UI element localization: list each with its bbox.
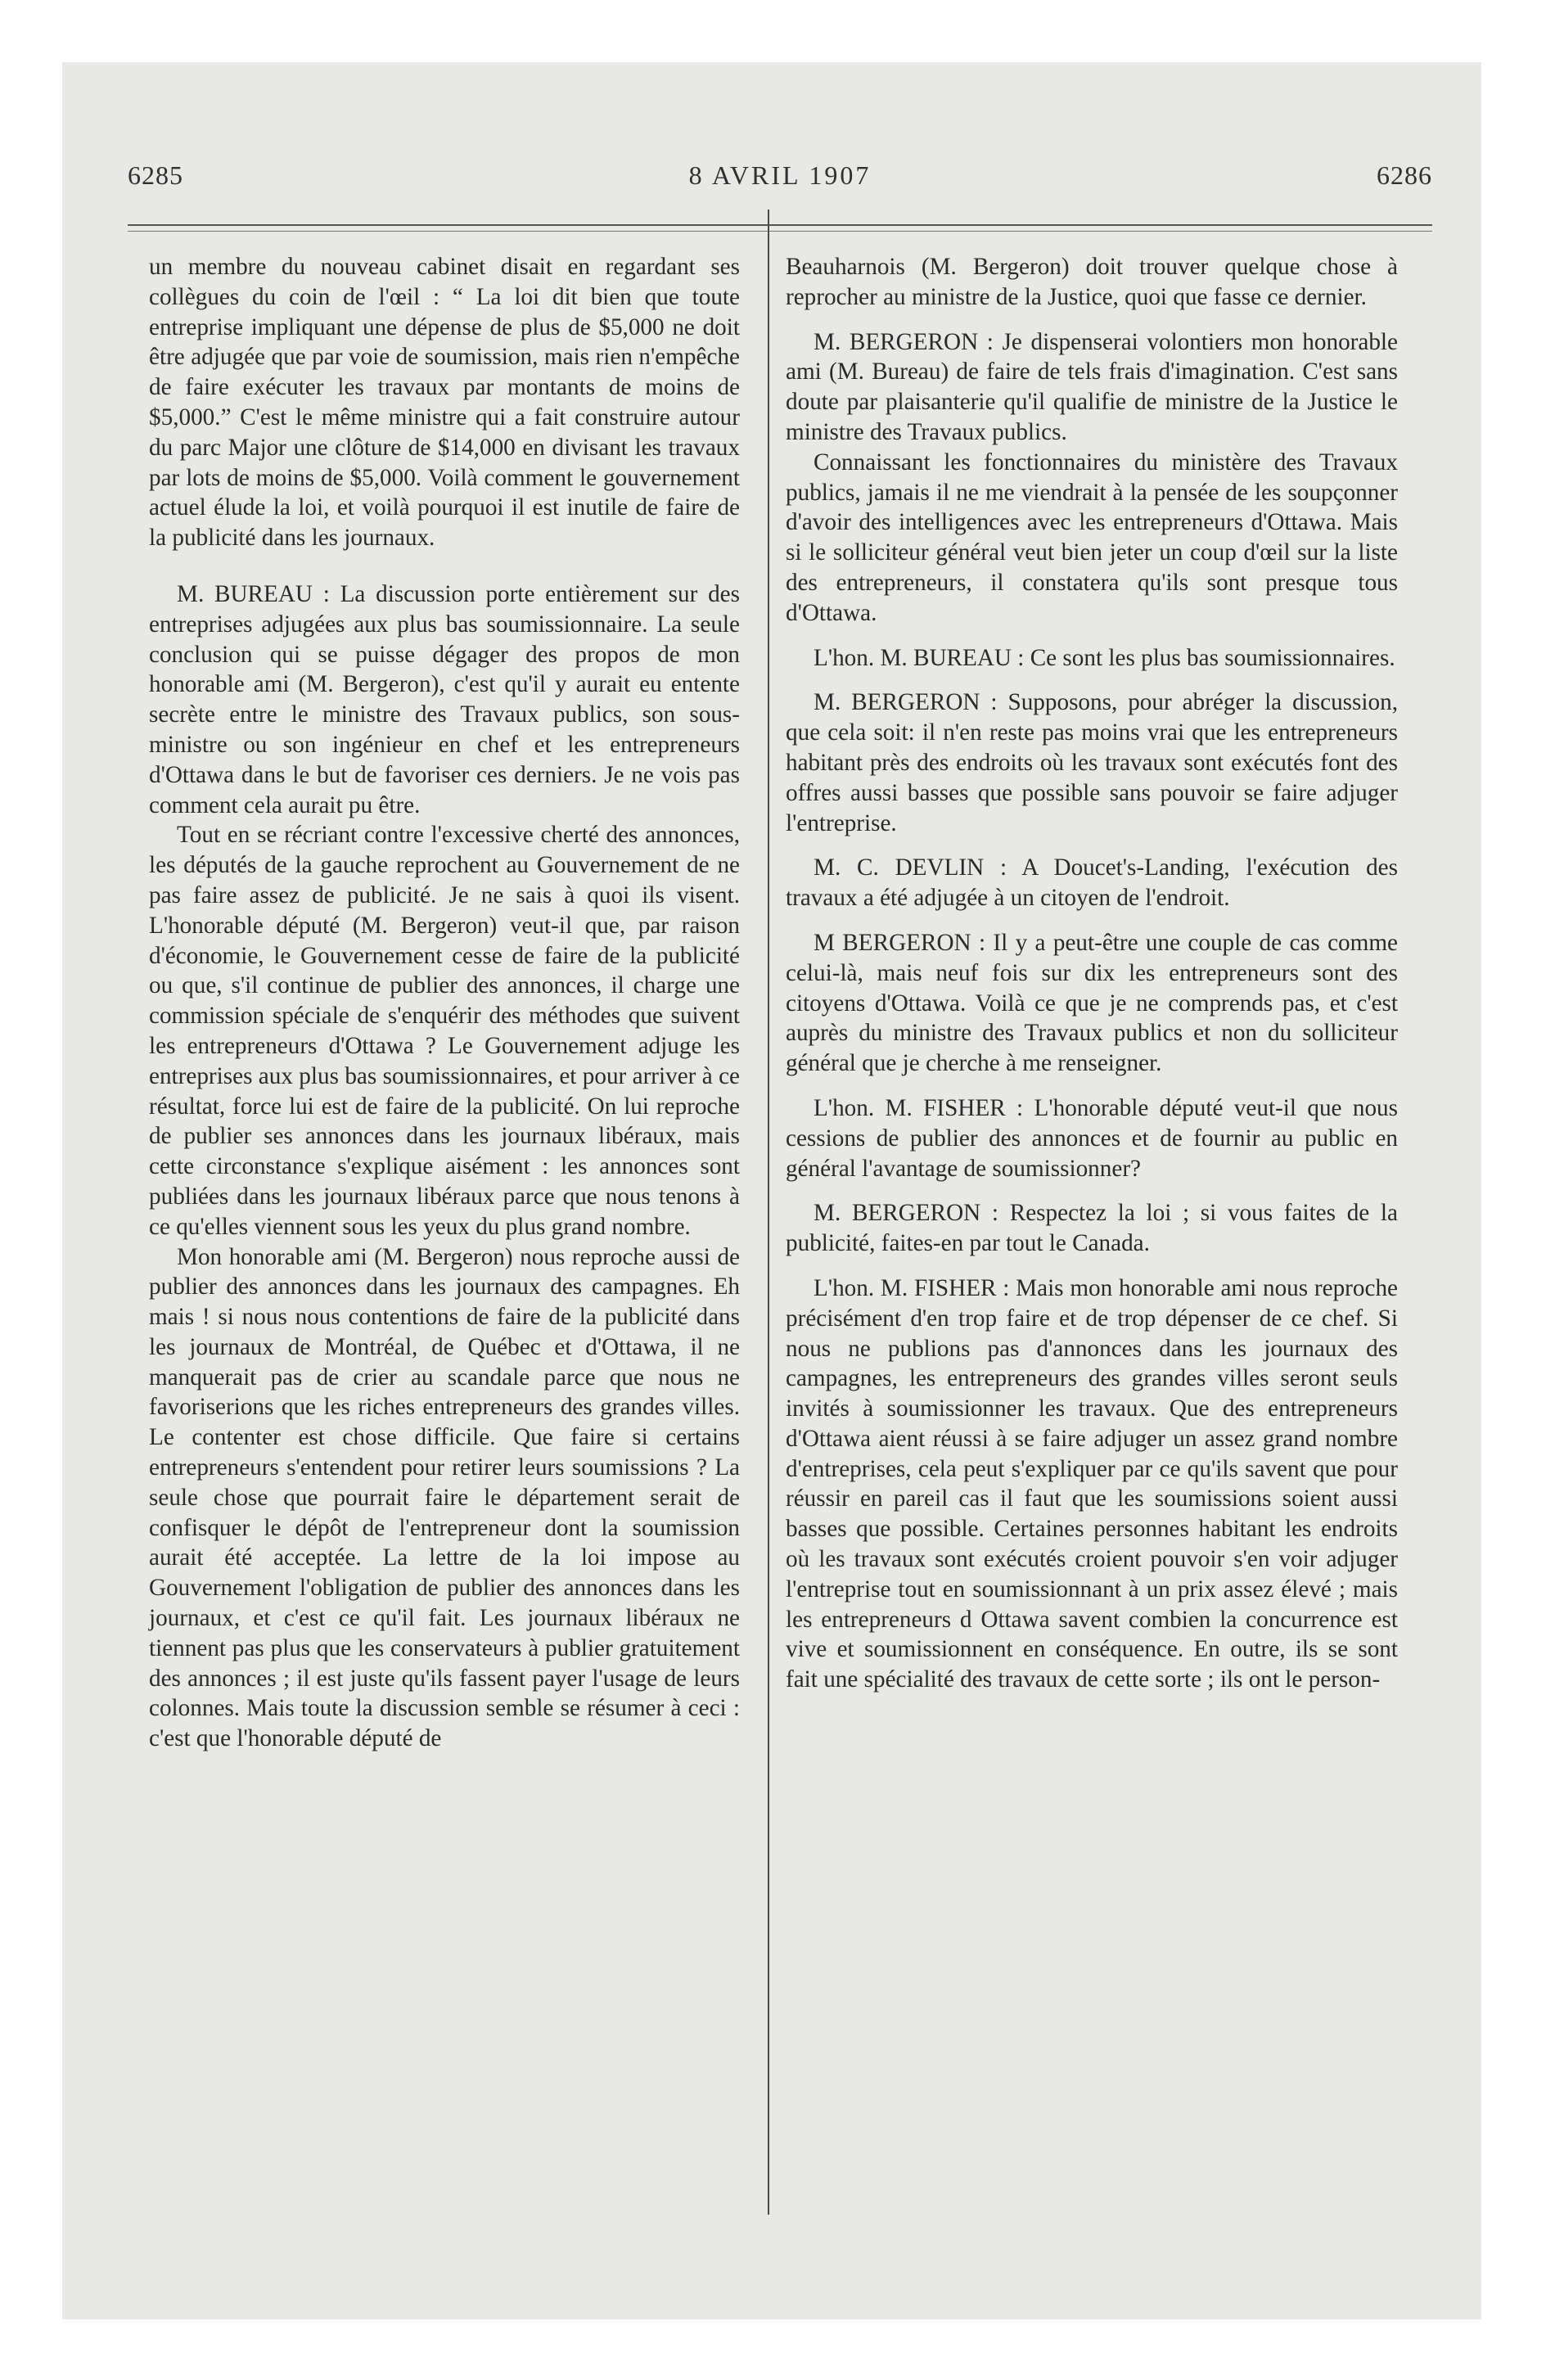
- paragraph: L'hon. M. BUREAU : Ce sont les plus bas soumissionnaires.: [814, 644, 1395, 671]
- paragraph: Tout en se récriant contre l'excessive cherté des annonces, les députés de la gauche reprochent au Gouvernement de ne pas faire assez de publicité. Je ne sais à quoi ils visent. L'honorable député (M. Bergeron) veut-il que, par raison d'économie, le Gouvernement cesse de faire de la publicité ou que, s'il continue de publier des annonces, il charge une commission spéciale de s'enquérir des méthodes que suivent les entrepreneurs d'Ottawa ? Le Gouvernement adjuge les entreprises aux plus bas soumissionnaires, et pour arriver à ce résultat, force lui est de faire de la publicité. On lui reproche de publier ses annonces dans les journaux libéraux, mais cette circonstance s'explique aisément : les annonces sont publiées dans les journaux libéraux parce que nous tenons à ce qu'elles viennent sous les yeux du plus grand nombre.: [149, 822, 740, 1240]
- page-date: 8 AVRIL 1907: [688, 160, 872, 190]
- page-header: [128, 160, 1432, 210]
- paragraph: M. BERGERON : Je dispenserai volontiers mon honorable ami (M. Bureau) de faire de tels frais d'imagination. C'est sans doute par plaisanterie qu'il qualifie de ministre de la Justice le ministre des Travaux publics.: [786, 328, 1398, 445]
- page-number-right: 6286: [1377, 160, 1432, 190]
- paragraph: M. BERGERON : Respectez la loi ; si vous faites de la publicité, faites-en par tout le Canada.: [786, 1200, 1398, 1257]
- paragraph: Mon honorable ami (M. Bergeron) nous reproche aussi de publier des annonces dans les journaux des campagnes. Eh mais ! si nous nous contentions de faire de la publicité dans les journaux de Montréal, de Québec et d'Ottawa, il ne manquerait pas de crier au scandale parce que nous ne favoriserions que les riches entrepreneurs des grandes villes. Le contenter est chose difficile. Que faire si certains entrepreneurs s'entendent pour retirer leurs soumissions ? La seule chose que pourrait faire le département serait de confisquer le dépôt de l'entrepreneur dont la soumission aurait été acceptée. La lettre de la loi impose au Gouvernement l'obligation de publier des annonces dans les journaux, et c'est ce qu'il fait. Les journaux libéraux ne tiennent pas plus que les conservateurs à publier gratuitement des annonces ; il est juste qu'ils fassent payer l'usage de leurs colonnes. Mais toute la discussion semble se résumer à ceci : c'est que l'honorable député de: [149, 1243, 740, 1752]
- paragraph: Beauharnois (M. Bergeron) doit trouver quelque chose à reprocher au ministre de la Justice, quoi que fasse ce dernier.: [786, 254, 1398, 310]
- scanned-page: [62, 62, 1481, 2319]
- paragraph: un membre du nouveau cabinet disait en regardant ses collègues du coin de l'œil : “ La loi dit bien que toute entreprise impliquant une dépense de plus de $5,000 ne doit être adjugée que par voie de soumission, mais rien n'empêche de faire exécuter les travaux par montants de moins de $5,000.” C'est le même ministre qui a fait construire autour du parc Major une clôture de $14,000 en divisant les travaux par lots de moins de $5,000. Voilà comment le gouvernement actuel élude la loi, et voilà pourquoi il est inutile de faire de la publicité dans les journaux.: [149, 254, 740, 552]
- paragraph: L'hon. M. FISHER : Mais mon honorable ami nous reproche précisément d'en trop faire et de trop dépenser de ce chef. Si nous ne publions pas d'annonces dans les journaux des campagnes, les entrepreneurs des grandes villes seront seuls invités à soumissionner les travaux. Que des entrepreneurs d'Ottawa aient réussi à se faire adjuger un assez grand nombre d'entreprises, cela peut s'expliquer par ce qu'ils savent que pour réussir en pareil cas il faut que les soumissions soient aussi basses que possible. Certaines personnes habitant les endroits où les travaux sont exécutés croient pouvoir s'en voir adjuger l'entreprise tout en soumissionnant à un prix assez élevé ; mais les entrepreneurs d Ottawa savent combien la concurrence est vive et soumissionnent en conséquence. En outre, ils se sont fait une spécialité des travaux de cette sorte ; ils ont le person-: [786, 1274, 1398, 1693]
- column-divider: [768, 210, 769, 2215]
- header-rule-thin: [128, 231, 1432, 232]
- paragraph: M. BUREAU : La discussion porte entièrement sur des entreprises adjugées aux plus bas soumissionnaire. La seule conclusion qui se puisse dégager des propos de mon honorable ami (M. Bergeron), c'est qu'il y aurait eu entente secrète entre le ministre des Travaux publics, son sous-ministre ou son ingénieur en chef et les entrepreneurs d'Ottawa dans le but de favoriser ces derniers. Je ne vois pas comment cela aurait pu être.: [149, 580, 740, 818]
- paragraph: Connaissant les fonctionnaires du ministère des Travaux publics, jamais il ne me viendrait à la pensée de les soupçonner d'avoir des intelligences avec les entrepreneurs d'Ottawa. Mais si le solliciteur général veut bien jeter un coup d'œil sur la liste des entrepreneurs, il constatera qu'ils sont presque tous d'Ottawa.: [786, 449, 1398, 626]
- right-column: [786, 252, 1398, 1695]
- paragraph: M. BERGERON : Supposons, pour abréger la discussion, que cela soit: il n'en reste pas moins vrai que les entrepreneurs habitant près des endroits où les travaux sont exécutés font des offres aussi basses que possible sans pouvoir se faire adjuger l'entreprise.: [786, 689, 1398, 836]
- page-number-left: 6285: [128, 160, 183, 190]
- left-column: [149, 252, 740, 1754]
- paragraph: M. C. DEVLIN : A Doucet's-Landing, l'exécution des travaux a été adjugée à un citoyen de l'endroit.: [786, 854, 1398, 912]
- paragraph: L'hon. M. FISHER : L'honorable député veut-il que nous cessions de publier des annonces et de fournir au public en général l'avantage de soumissionner?: [786, 1094, 1398, 1182]
- paragraph: M BERGERON : Il y a peut-être une couple de cas comme celui-là, mais neuf fois sur dix les entrepreneurs sont des citoyens d'Ottawa. Voilà ce que je ne comprends pas, et c'est auprès du ministre des Travaux publics et non du solliciteur général que je cherche à me renseigner.: [786, 929, 1398, 1077]
- header-rule: [128, 224, 1432, 226]
